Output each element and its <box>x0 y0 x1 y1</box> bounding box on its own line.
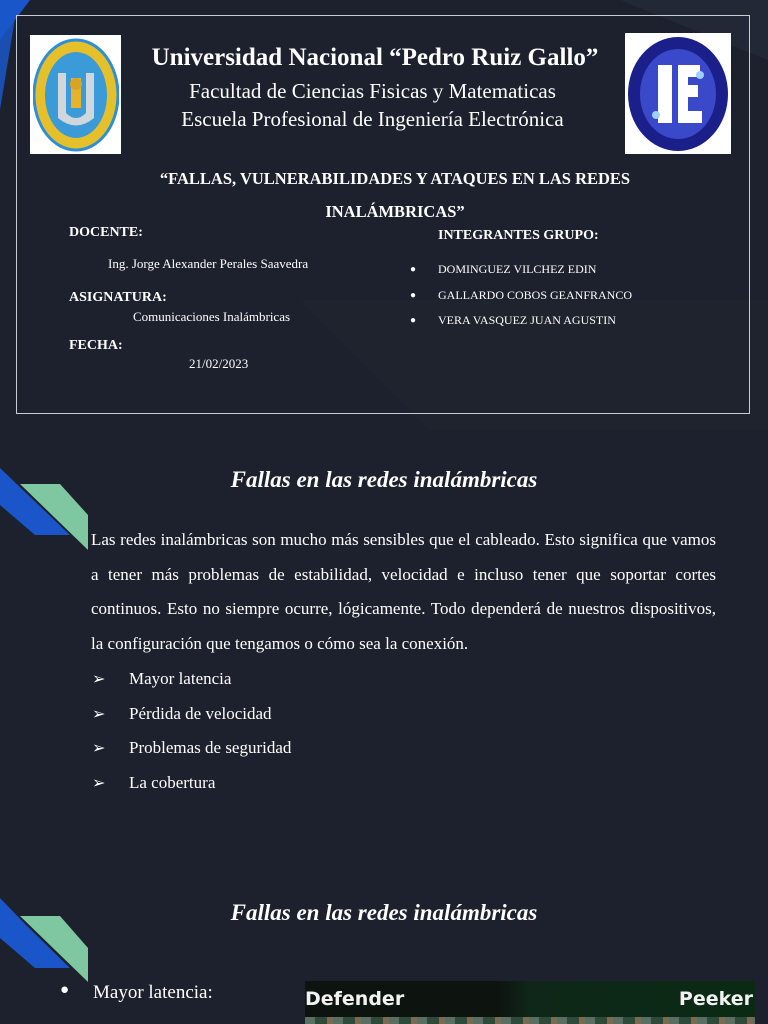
fecha-value: 21/02/2023 <box>189 356 249 371</box>
section-paragraph: Las redes inalámbricas son mucho más sensibles que el cableado. Esto significa que vamos a tener más problemas de estabilidad, velocidad e incluso tener que soportar cortes continuos. Esto no siempre ocurre, lógicamente. Todo dependerá de nuestros dispositivos, la configuración que tengamos o cómo sea la conexión. <box>91 530 716 653</box>
arrow-bullet-icon: ➢ <box>92 703 106 723</box>
game-screenshot <box>305 981 755 1024</box>
bullet-list <box>92 662 291 800</box>
asignatura-value: Comunicaciones Inalámbricas <box>133 309 291 324</box>
faculty-name: Facultad de Ciencias Fisicas y Matematicas <box>189 79 556 103</box>
school-name: Escuela Profesional de Ingeniería Electrónica <box>181 107 564 131</box>
bullet-dot-icon: ● <box>410 289 417 301</box>
list-item: ● GALLARDO COBOS GEANFRANCO <box>410 287 633 302</box>
document-topic: “FALLAS, VULNERABILIDADES Y ATAQUES EN LAS REDES INALÁMBRICAS” <box>159 169 631 221</box>
arrow-bullet-icon: ➢ <box>92 772 106 792</box>
docente-value: Ing. Jorge Alexander Perales Saavedra <box>108 256 309 271</box>
list-item: ➢ Mayor latencia <box>92 662 291 697</box>
bullet-dot-icon: ● <box>410 315 417 326</box>
arrow-bullet-icon: ➢ <box>92 738 106 757</box>
asignatura-label: ASIGNATURA: <box>69 290 167 305</box>
school-logo <box>625 33 731 154</box>
members-list <box>410 262 632 339</box>
list-item: ➢ Problemas de seguridad <box>92 731 291 766</box>
list-item: ● Mayor latencia: <box>60 982 213 1003</box>
list-item: ● VERA VASQUEZ JUAN AGUSTIN <box>410 313 616 327</box>
fecha-label: FECHA: <box>69 338 123 353</box>
game-scene-strip <box>305 1017 755 1024</box>
section-title: Fallas en las redes inalámbricas <box>230 467 538 492</box>
list-item: ➢ La cobertura <box>92 766 291 801</box>
docente-label: DOCENTE: <box>69 225 143 240</box>
peeker-label: Peeker <box>678 988 753 1010</box>
university-name: Universidad Nacional “Pedro Ruiz Gallo” <box>151 44 599 71</box>
defender-label: Defender <box>305 988 405 1010</box>
integrantes-label: INTEGRANTES GRUPO: <box>438 228 599 243</box>
university-logo <box>30 35 121 154</box>
electronics-school-seal-icon <box>626 35 730 153</box>
list-item: ● DOMINGUEZ VILCHEZ EDIN <box>410 262 597 276</box>
university-seal-icon <box>33 38 119 152</box>
arrow-bullet-icon: ➢ <box>92 669 106 688</box>
list-item: ➢ Pérdida de velocidad <box>92 697 291 732</box>
bullet-dot-icon: ● <box>410 264 417 275</box>
bullet-dot-icon: ● <box>60 982 70 998</box>
section-title: Fallas en las redes inalámbricas <box>230 900 538 925</box>
